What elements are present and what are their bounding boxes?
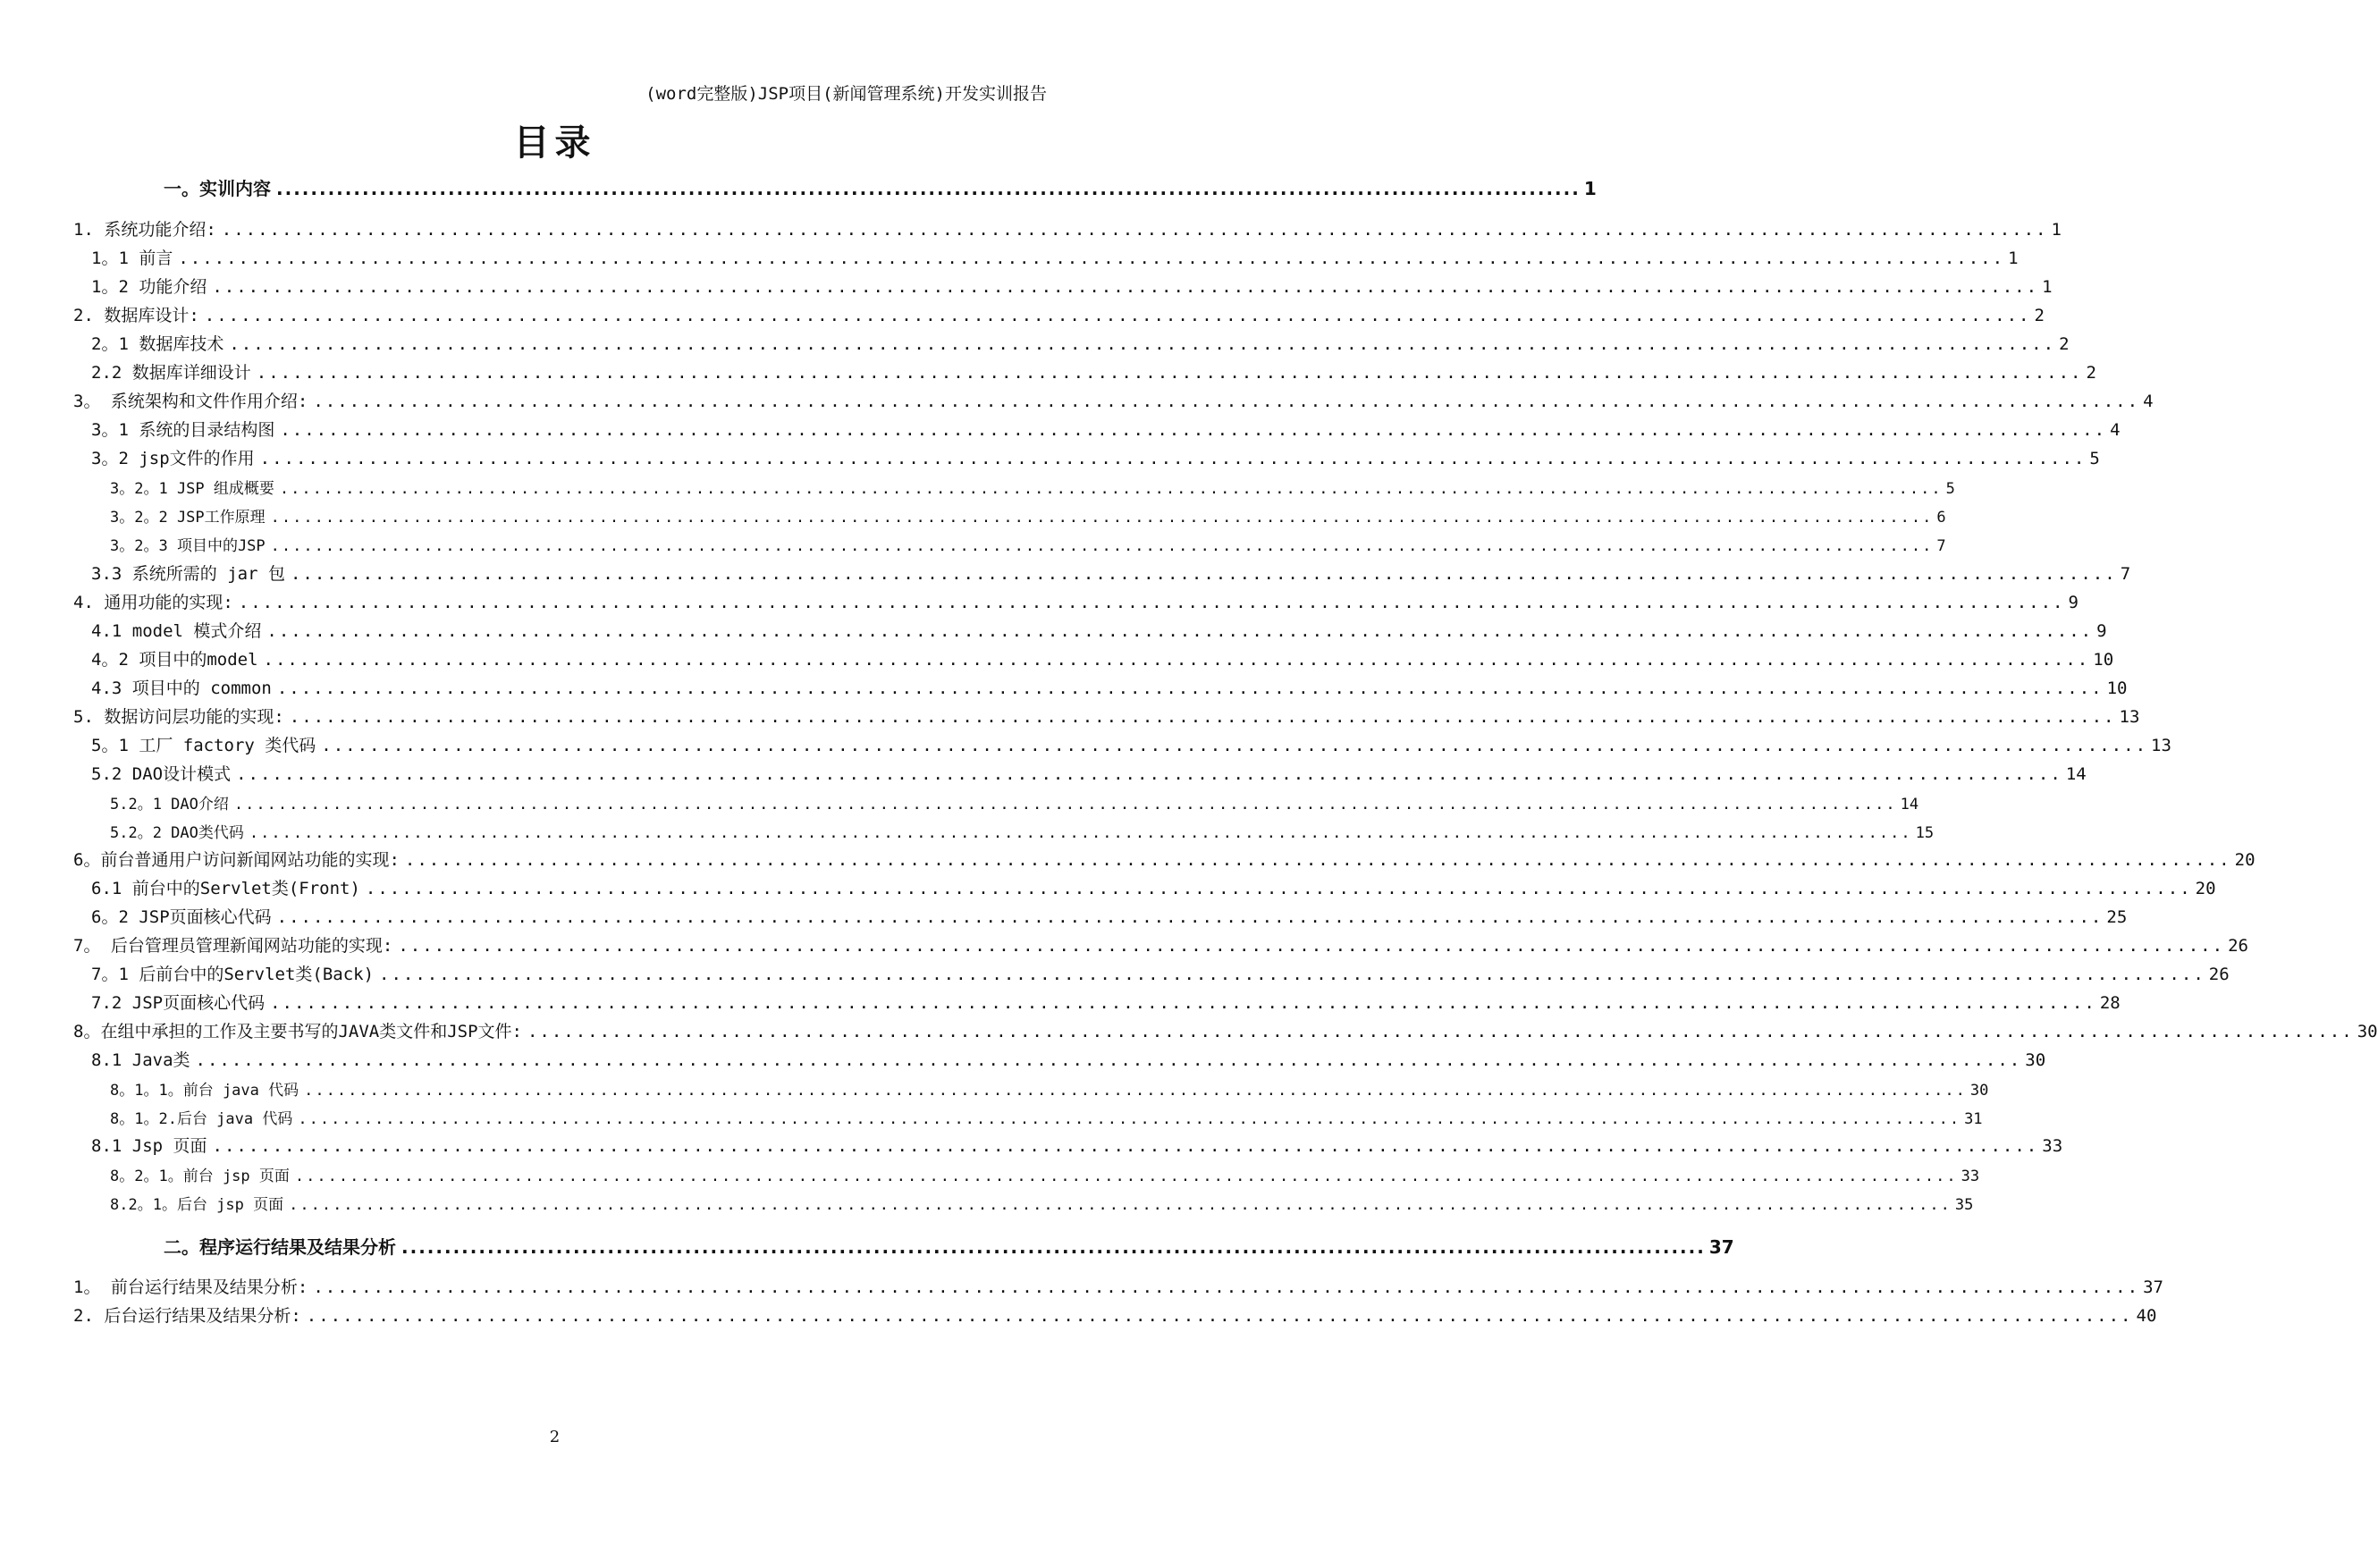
toc-leader-dots: ........................................................................................................................................................ (238, 593, 2065, 612)
toc-entry-label: 2.2 数据库详细设计 (91, 363, 251, 383)
toc-leader-dots: ........................................................................................................................................................ (256, 363, 2083, 383)
toc-entry-label: 一。实训内容 (164, 178, 271, 199)
toc-leader-dots: ........................................................................................................................................................ (270, 993, 2096, 1013)
toc-leader-dots: ........................................................................................................................................................ (527, 1022, 2354, 1041)
toc-leader-dots: ........................................................................................................................................................ (259, 449, 2087, 468)
toc-entry-label: 5.2。1 DAO介绍 (110, 796, 229, 814)
toc-leader-dots: ........................................................................................................................................................ (304, 1082, 1967, 1100)
toc-entry[interactable] (110, 533, 1946, 555)
toc-entry-page: 20 (2234, 850, 2256, 870)
toc-entry[interactable] (91, 732, 2171, 756)
toc-entry[interactable] (91, 245, 2019, 269)
toc-entry-label: 8。1。1。前台 java 代码 (110, 1082, 299, 1100)
toc-entry[interactable] (91, 990, 2121, 1014)
toc-entry-label: 3。2 jsp文件的作用 (91, 449, 255, 468)
toc-leader-dots: ........................................................................................................................................................ (313, 392, 2140, 411)
toc-leader-dots: ........................................................................................................................................................ (221, 220, 2048, 240)
toc-leader-dots: ........................................................................................................................................................ (229, 334, 2056, 354)
toc-leader-dots: ........................................................................................................................................................ (212, 277, 2039, 297)
toc-entry-label: 8.1 Jsp 页面 (91, 1136, 207, 1156)
toc-leader-dots: ........................................................................................................................................................ (279, 480, 1943, 498)
toc-entry-page: 37 (2143, 1277, 2163, 1297)
toc-entry[interactable] (73, 1018, 2378, 1042)
toc-entry-label: 1。2 功能介绍 (91, 277, 207, 297)
toc-entry-label: 7。 后台管理员管理新闻网站功能的实现: (73, 936, 393, 956)
toc-entry[interactable] (91, 646, 2114, 670)
toc-leader-dots: ........................................................................................................................................................ (270, 509, 1934, 527)
toc-entry[interactable] (91, 274, 2053, 298)
toc-entry[interactable] (73, 216, 2062, 240)
toc-leader-dots: ........................................................................................................................................................ (276, 679, 2104, 698)
toc-entry-page: 33 (1961, 1168, 1980, 1185)
toc-entry-label: 5. 数据访问层功能的实现: (73, 707, 284, 727)
toc-leader-dots: ........................................................................................................................................................ (178, 249, 2005, 268)
toc-entry-page: 6 (1936, 509, 1946, 527)
toc-title: 目录 (513, 122, 596, 164)
toc-entry-page: 4 (2143, 392, 2154, 411)
toc-entry-label: 1. 系统功能介绍: (73, 220, 216, 240)
toc-entry-label: 8。在组中承担的工作及主要书写的JAVA类文件和JSP文件: (73, 1022, 522, 1041)
toc-entry[interactable] (73, 302, 2045, 326)
toc-entry[interactable] (91, 417, 2121, 441)
toc-entry-page: 1 (2051, 220, 2062, 240)
toc-leader-dots: ........................................................................................................................................................ (270, 537, 1934, 555)
toc-entry-page: 7 (1936, 537, 1946, 555)
toc-leader-dots: ........................................................................................................................................................ (365, 879, 2192, 898)
toc-entry-label: 7。1 后前台中的Servlet类(Back) (91, 965, 375, 984)
toc-leader-dots: ........................................................................................................................................................ (204, 306, 2031, 325)
toc-entry-label: 5。1 工厂 factory 类代码 (91, 736, 316, 755)
toc-entry-label: 3。1 系统的目录结构图 (91, 420, 275, 440)
toc-entry-label: 8.1 Java类 (91, 1050, 190, 1070)
toc-leader-dots: ........................................................................................................................................................ (233, 796, 1897, 814)
toc-leader-dots: ........................................................................................................................................................ (236, 764, 2062, 784)
toc-entry[interactable] (73, 847, 2256, 871)
toc-entry[interactable] (91, 961, 2230, 985)
toc-entry-page: 35 (1954, 1196, 1974, 1214)
toc-entry-page: 30 (1969, 1082, 1989, 1100)
toc-entry-page: 4 (2110, 420, 2121, 440)
toc-entry-label: 8。2。1。前台 jsp 页面 (110, 1168, 290, 1185)
toc-entry[interactable] (73, 589, 2079, 613)
toc-entry-label: 6.1 前台中的Servlet类(Front) (91, 879, 360, 898)
toc-entry-page: 9 (2068, 593, 2079, 612)
toc-entry-page: 37 (1708, 1236, 1734, 1258)
toc-entry[interactable] (110, 504, 1946, 527)
page-number: 2 (549, 1428, 561, 1446)
toc-leader-dots: ........................................................................................................................................................ (379, 965, 2205, 984)
toc-entry-page: 40 (2136, 1306, 2157, 1326)
toc-entry[interactable] (91, 904, 2128, 928)
toc-leader-dots: ........................................................................................................................................................ (280, 420, 2107, 440)
toc-entry-label: 4. 通用功能的实现: (73, 593, 233, 612)
toc-entry[interactable] (110, 1106, 1983, 1128)
toc-entry-page: 30 (2357, 1022, 2378, 1041)
toc-entry-label: 1。1 前言 (91, 249, 173, 268)
toc-entry-label: 4.3 项目中的 common (91, 679, 272, 698)
toc-leader-dots: ........................................................................................................................................................ (398, 936, 2225, 956)
toc-entry[interactable] (73, 388, 2154, 412)
toc-entry[interactable] (91, 761, 2087, 785)
toc-entry-label: 3。2。2 JSP工作原理 (110, 509, 266, 527)
toc-entry-label: 5.2 DAO设计模式 (91, 764, 232, 784)
toc-entry[interactable] (91, 359, 2096, 384)
toc-leader-dots: ........................................................................................................................................................ (263, 650, 2090, 670)
toc-entry-page: 2 (2059, 334, 2070, 354)
toc-entry-page: 2 (2086, 363, 2096, 383)
toc-entry[interactable] (91, 675, 2128, 699)
toc-entry[interactable] (73, 1302, 2157, 1327)
toc-entry-label: 5.2。2 DAO类代码 (110, 824, 244, 842)
toc-entry-label: 8。1。2.后台 java 代码 (110, 1110, 293, 1128)
toc-leader-dots: ........................................................................................................................................................ (404, 850, 2231, 870)
toc-entry-label: 1。 前台运行结果及结果分析: (73, 1277, 308, 1297)
toc-leader-dots: ........................................................................................................................................................ (313, 1277, 2140, 1297)
toc-entry[interactable] (73, 1274, 2163, 1298)
toc-entry-page: 13 (2151, 736, 2171, 755)
toc-leader-dots: ........................................................................................................................................................ (401, 1236, 1706, 1258)
toc-entry-label: 4.1 model 模式介绍 (91, 621, 262, 641)
toc-leader-dots: ........................................................................................................................................................ (289, 707, 2116, 727)
toc-entry-label: 6。2 JSP页面核心代码 (91, 907, 272, 927)
toc-entry-page: 26 (2208, 965, 2230, 984)
toc-entry-page: 14 (2065, 764, 2087, 784)
toc-entry[interactable] (110, 1163, 1980, 1185)
toc-entry-label: 7.2 JSP页面核心代码 (91, 993, 266, 1013)
toc-entry-label: 3。2。3 项目中的JSP (110, 537, 266, 555)
toc-entry[interactable] (164, 174, 1597, 200)
toc-entry-label: 8.2。1。后台 jsp 页面 (110, 1196, 284, 1214)
toc-leader-dots: ........................................................................................................................................................ (276, 178, 1581, 199)
toc-entry-page: 1 (2008, 249, 2019, 268)
toc-entry-page: 33 (2042, 1136, 2063, 1156)
toc-leader-dots: ........................................................................................................................................................ (249, 824, 1912, 842)
toc-entry[interactable] (91, 1133, 2063, 1157)
toc-entry[interactable] (110, 476, 1955, 498)
toc-leader-dots: ........................................................................................................................................................ (212, 1136, 2039, 1156)
toc-entry-label: 2. 后台运行结果及结果分析: (73, 1306, 301, 1326)
toc-leader-dots: ........................................................................................................................................................ (294, 1168, 1958, 1185)
toc-entry-page: 5 (1945, 480, 1955, 498)
running-header: (word完整版)JSP项目(新闻管理系统)开发实训报告 (645, 84, 1047, 104)
toc-entry-label: 3。2。1 JSP 组成概要 (110, 480, 274, 498)
toc-entry[interactable] (110, 791, 1919, 814)
toc-entry-page: 2 (2034, 306, 2045, 325)
toc-leader-dots: ........................................................................................................................................................ (290, 564, 2117, 584)
toc-entry[interactable] (91, 1047, 2046, 1071)
toc-entry[interactable] (91, 618, 2107, 642)
toc-leader-dots: ........................................................................................................................................................ (276, 907, 2104, 927)
toc-leader-dots: ........................................................................................................................................................ (306, 1306, 2133, 1326)
toc-entry-label: 6。前台普通用户访问新闻网站功能的实现: (73, 850, 400, 870)
toc-entry[interactable] (91, 561, 2131, 585)
toc-leader-dots: ........................................................................................................................................................ (195, 1050, 2022, 1070)
toc-entry-page: 26 (2228, 936, 2248, 956)
toc-entry-page: 14 (1900, 796, 1919, 814)
toc-entry-label: 2。1 数据库技术 (91, 334, 224, 354)
toc-leader-dots: ........................................................................................................................................................ (298, 1110, 1961, 1128)
toc-entry-page: 9 (2096, 621, 2107, 641)
toc-entry[interactable] (73, 932, 2248, 957)
toc-entry-label: 3。 系统架构和文件作用介绍: (73, 392, 308, 411)
toc-entry[interactable] (110, 1192, 1974, 1214)
toc-entry[interactable] (91, 875, 2216, 899)
toc-entry-page: 13 (2119, 707, 2140, 727)
toc-entry-label: 二。程序运行结果及结果分析 (164, 1236, 396, 1258)
toc-entry-label: 3.3 系统所需的 jar 包 (91, 564, 285, 584)
toc-entry-label: 2. 数据库设计: (73, 306, 199, 325)
toc-leader-dots: ........................................................................................................................................................ (289, 1196, 1952, 1214)
toc-entry-page: 1 (2042, 277, 2053, 297)
toc-entry-page: 15 (1915, 824, 1935, 842)
toc-entry-label: 4。2 项目中的model (91, 650, 258, 670)
toc-entry-page: 5 (2089, 449, 2100, 468)
toc-entry-page: 28 (2099, 993, 2121, 1013)
toc-entry-page: 25 (2106, 907, 2128, 927)
toc-entry[interactable] (91, 331, 2070, 355)
toc-leader-dots: ........................................................................................................................................................ (266, 621, 2094, 641)
toc-entry-page: 31 (1964, 1110, 1983, 1128)
toc-entry-page: 7 (2120, 564, 2131, 584)
toc-entry[interactable] (110, 820, 1935, 842)
toc-entry[interactable] (164, 1233, 1734, 1259)
toc-entry-page: 10 (2093, 650, 2114, 670)
toc-entry[interactable] (73, 704, 2140, 728)
toc-entry-page: 10 (2106, 679, 2128, 698)
toc-entry-page: 1 (1583, 178, 1597, 199)
toc-entry[interactable] (110, 1077, 1989, 1100)
toc-entry-page: 30 (2025, 1050, 2046, 1070)
toc-entry[interactable] (91, 445, 2100, 469)
toc-leader-dots: ........................................................................................................................................................ (321, 736, 2148, 755)
toc-entry-page: 20 (2195, 879, 2216, 898)
